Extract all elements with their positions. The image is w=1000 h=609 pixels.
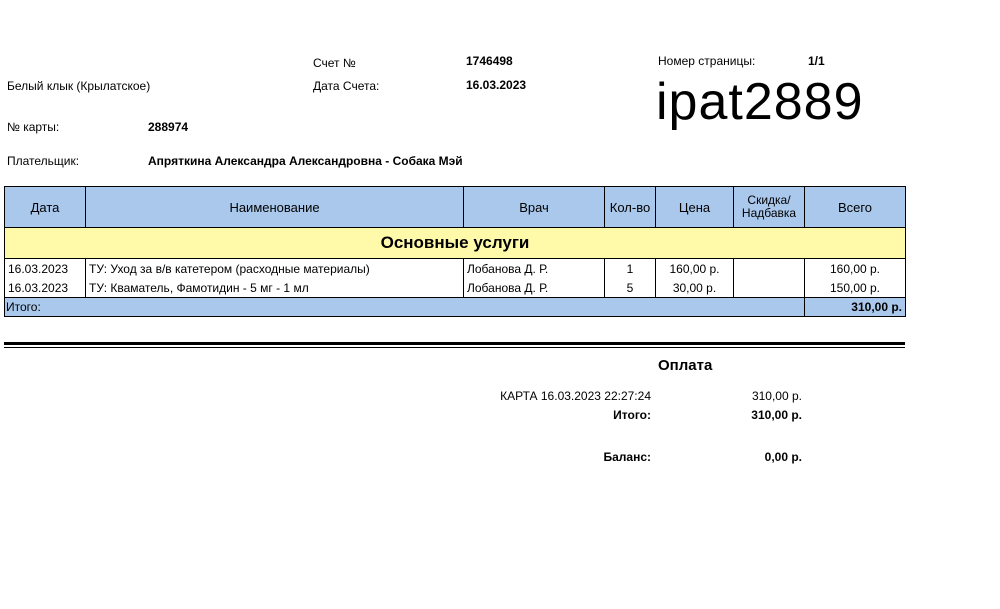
column-header-discount: Скидка/ Надбавка: [734, 187, 805, 228]
table-total-value: 310,00 р.: [805, 298, 906, 317]
row-date: 16.03.2023: [5, 259, 86, 279]
payment-title: Оплата: [658, 357, 713, 374]
table-row: [5, 259, 906, 279]
payment-entry-label: КАРТА 16.03.2023 22:27:24: [500, 389, 651, 403]
row-discount: [734, 259, 805, 279]
card-number-label: № карты:: [7, 120, 60, 134]
section-title: Основные услуги: [5, 228, 906, 259]
row-date: 16.03.2023: [5, 278, 86, 298]
divider-thick: [4, 342, 905, 345]
column-header-doctor: Врач: [464, 187, 605, 228]
divider-thin: [4, 347, 905, 348]
invoice-date-label: Дата Счета:: [313, 79, 380, 93]
row-qty: 1: [605, 259, 656, 279]
column-header-price: Цена: [656, 187, 734, 228]
table-header-row: [5, 187, 906, 228]
balance-value: 0,00 р.: [764, 450, 802, 464]
payment-entry-value: 310,00 р.: [751, 389, 802, 403]
column-header-name: Наименование: [86, 187, 464, 228]
payment-total-value: 310,00 р.: [751, 408, 802, 422]
clinic-name: Белый клык (Крылатское): [7, 79, 151, 93]
table-total-row: [5, 298, 906, 317]
table-total-label: Итого:: [5, 298, 805, 317]
table-row: [5, 278, 906, 298]
services-table: [4, 186, 906, 317]
section-row: [5, 228, 906, 259]
row-doctor: Лобанова Д. Р.: [464, 259, 605, 279]
payer-label: Плательщик:: [7, 154, 80, 168]
row-price: 160,00 р.: [656, 259, 734, 279]
page-number-label: Номер страницы:: [658, 54, 756, 68]
watermark-text: ipat2889: [656, 80, 864, 131]
invoice-number-label: Счет №: [313, 56, 356, 70]
row-total: 160,00 р.: [805, 259, 906, 279]
balance-label: Баланс:: [603, 450, 651, 464]
payment-total-label: Итого:: [613, 408, 651, 422]
row-doctor: Лобанова Д. Р.: [464, 278, 605, 298]
column-header-qty: Кол-во: [605, 187, 656, 228]
invoice-number: 1746498: [466, 54, 513, 68]
row-qty: 5: [605, 278, 656, 298]
row-total: 150,00 р.: [805, 278, 906, 298]
row-name: ТУ: Уход за в/в катетером (расходные материалы): [86, 259, 464, 279]
column-header-total: Всего: [805, 187, 906, 228]
payer-name: Апряткина Александра Александровна - Собака Мэй: [148, 154, 463, 168]
page-number: 1/1: [808, 54, 825, 68]
invoice-date: 16.03.2023: [466, 78, 527, 92]
row-name: ТУ: Кваматель, Фамотидин - 5 мг - 1 мл: [86, 278, 464, 298]
row-discount: [734, 278, 805, 298]
row-price: 30,00 р.: [656, 278, 734, 298]
card-number: 288974: [148, 120, 189, 134]
column-header-date: Дата: [5, 187, 86, 228]
